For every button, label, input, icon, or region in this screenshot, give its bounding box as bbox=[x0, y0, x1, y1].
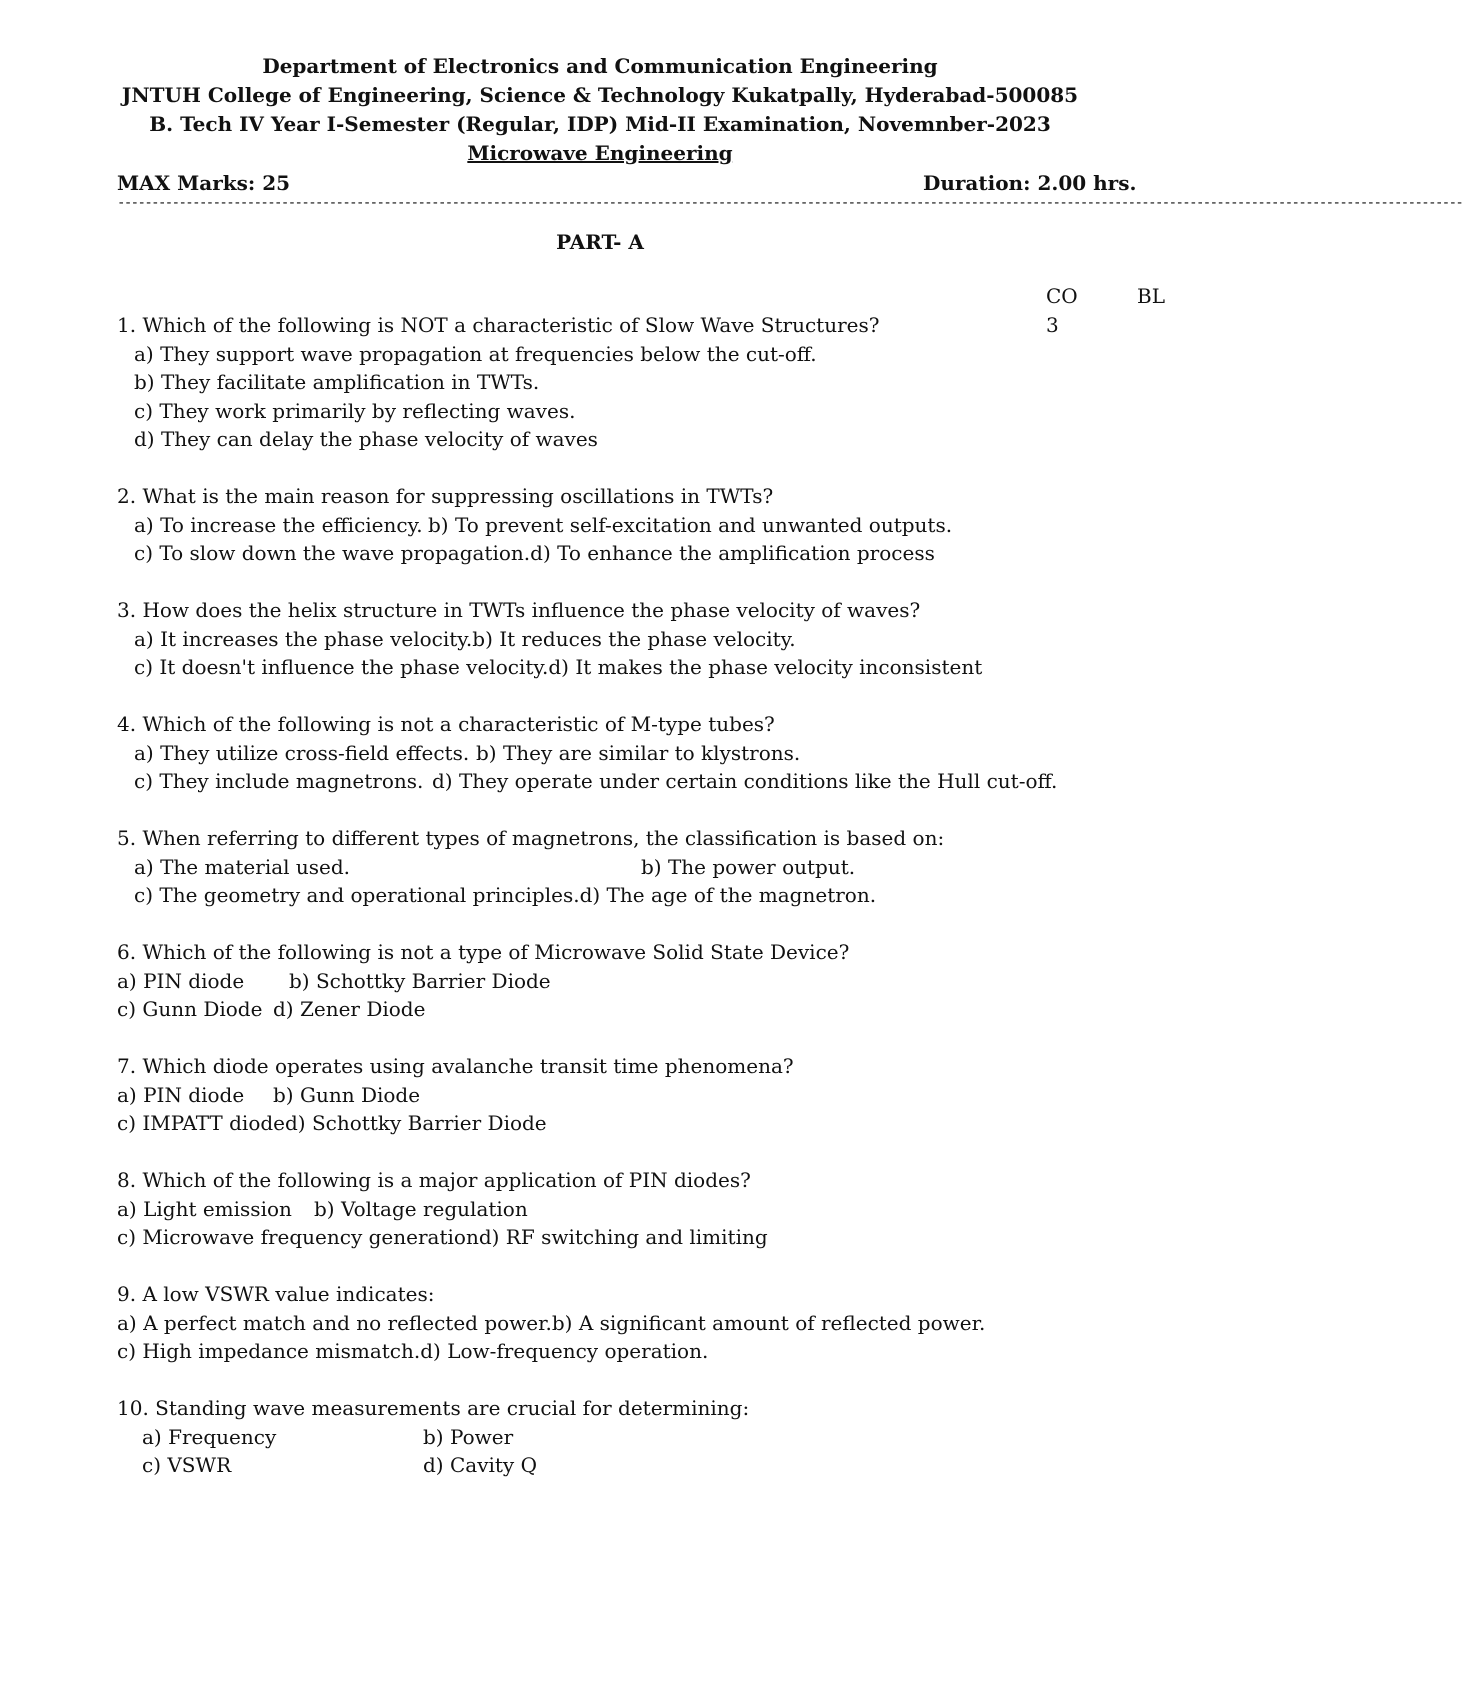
co-value: 3 bbox=[1046, 313, 1059, 337]
answer-option: a) PIN diode bbox=[117, 968, 245, 993]
answer-option: b) Schottky Barrier Diode bbox=[289, 968, 551, 993]
answer-option: d) Zener Diode bbox=[273, 997, 426, 1021]
answer-option: c) VSWR bbox=[142, 1453, 232, 1477]
answer-option: d) The age of the magnetron. bbox=[579, 883, 877, 907]
option-row bbox=[117, 1423, 1187, 1452]
answer-option: d) RF switching and limiting bbox=[478, 1225, 768, 1249]
question-5 bbox=[117, 824, 1187, 910]
answer-option: d) They operate under certain conditions like the Hull cut-off. bbox=[432, 769, 1058, 793]
question-3 bbox=[117, 596, 1187, 682]
answer-option: c) The geometry and operational principles. bbox=[134, 883, 580, 907]
question-text bbox=[117, 938, 1187, 967]
answer-option: b) Voltage regulation bbox=[314, 1196, 528, 1221]
answer-option: a) They support wave propagation at frequencies below the cut-off. bbox=[134, 341, 817, 366]
option-row bbox=[117, 1451, 1187, 1480]
part-heading: PART- A bbox=[556, 230, 644, 254]
answer-option: b) Power bbox=[423, 1424, 514, 1449]
option-row bbox=[117, 1223, 1187, 1252]
question-text bbox=[117, 1166, 1187, 1195]
question-text-label: 3. How does the helix structure in TWTs influence the phase velocity of waves? bbox=[117, 598, 921, 622]
question-text-label: 2. What is the main reason for suppressing oscillations in TWTs? bbox=[117, 484, 774, 508]
answer-option: c) It doesn't influence the phase velocity. bbox=[134, 655, 549, 679]
question-4 bbox=[117, 710, 1187, 796]
answer-option: d) To enhance the amplification process bbox=[530, 541, 935, 565]
question-list bbox=[117, 311, 1187, 1508]
answer-option: d) Schottky Barrier Diode bbox=[285, 1111, 547, 1135]
bl-column-header: BL bbox=[1137, 284, 1165, 308]
option-row bbox=[117, 1109, 1187, 1138]
option-row bbox=[117, 1337, 1187, 1366]
answer-option: c) Gunn Diode bbox=[117, 997, 263, 1021]
question-8 bbox=[117, 1166, 1187, 1252]
answer-option: b) Gunn Diode bbox=[273, 1082, 421, 1107]
option-row bbox=[117, 397, 1187, 426]
question-text-label: 1. Which of the following is NOT a characteristic of Slow Wave Structures? bbox=[117, 313, 880, 337]
department-name: Department of Electronics and Communication Engineering bbox=[262, 54, 938, 78]
answer-option: c) High impedance mismatch. bbox=[117, 1339, 421, 1363]
duration: Duration: 2.00 hrs. bbox=[923, 171, 1137, 195]
question-text bbox=[117, 710, 1187, 739]
question-text bbox=[117, 311, 1187, 340]
question-text-label: 9. A low VSWR value indicates: bbox=[117, 1282, 435, 1306]
dashed-separator: ----------------------------------------------------------------------------------------------------------------------------------------------------------------------------------------------------- bbox=[117, 195, 1462, 211]
option-row bbox=[117, 1195, 1187, 1224]
answer-option: c) They include magnetrons. bbox=[134, 769, 424, 793]
question-9 bbox=[117, 1280, 1187, 1366]
answer-option: a) To increase the efficiency. bbox=[134, 512, 423, 537]
option-row bbox=[117, 511, 1187, 540]
option-row bbox=[117, 853, 1187, 882]
answer-option: c) They work primarily by reflecting waves. bbox=[134, 398, 576, 423]
question-6 bbox=[117, 938, 1187, 1024]
answer-option: a) It increases the phase velocity. bbox=[134, 626, 473, 651]
option-row bbox=[117, 881, 1187, 910]
answer-option: a) A perfect match and no reflected power. bbox=[117, 1310, 552, 1335]
question-text bbox=[117, 1394, 1187, 1423]
question-1 bbox=[117, 311, 1187, 454]
question-text bbox=[117, 1280, 1187, 1309]
option-row bbox=[117, 340, 1187, 369]
option-row bbox=[117, 653, 1187, 682]
answer-option: b) A significant amount of reflected power. bbox=[551, 1310, 986, 1335]
answer-option: a) PIN diode bbox=[117, 1082, 245, 1107]
exam-header bbox=[0, 52, 1200, 168]
subject-title: Microwave Engineering bbox=[467, 141, 733, 165]
question-text-label: 4. Which of the following is not a characteristic of M-type tubes? bbox=[117, 712, 775, 736]
answer-option: b) They facilitate amplification in TWTs. bbox=[134, 370, 540, 394]
option-row bbox=[117, 625, 1187, 654]
college-name: JNTUH College of Engineering, Science & Technology Kukatpally, Hyderabad-500085 bbox=[121, 83, 1079, 107]
option-row bbox=[117, 739, 1187, 768]
answer-option: b) To prevent self-excitation and unwanted outputs. bbox=[428, 512, 953, 537]
question-text-label: 5. When referring to different types of magnetrons, the classification is based on: bbox=[117, 826, 945, 850]
answer-option: d) It makes the phase velocity inconsistent bbox=[548, 655, 983, 679]
question-10 bbox=[117, 1394, 1187, 1480]
question-text-label: 6. Which of the following is not a type of Microwave Solid State Device? bbox=[117, 940, 850, 964]
answer-option: a) Frequency bbox=[142, 1424, 277, 1449]
answer-option: d) They can delay the phase velocity of waves bbox=[134, 427, 598, 451]
answer-option: c) IMPATT diode bbox=[117, 1111, 285, 1135]
option-row bbox=[117, 539, 1187, 568]
option-row bbox=[117, 368, 1187, 397]
option-row bbox=[117, 425, 1187, 454]
answer-option: b) The power output. bbox=[641, 854, 856, 879]
answer-option: d) Low-frequency operation. bbox=[420, 1339, 709, 1363]
answer-option: c) Microwave frequency generation bbox=[117, 1225, 479, 1249]
option-row bbox=[117, 1081, 1187, 1110]
answer-option: b) They are similar to klystrons. bbox=[476, 740, 801, 765]
question-text bbox=[117, 482, 1187, 511]
answer-option: b) It reduces the phase velocity. bbox=[472, 626, 796, 651]
option-row bbox=[117, 967, 1187, 996]
answer-option: a) The material used. bbox=[134, 854, 351, 879]
answer-option: c) To slow down the wave propagation. bbox=[134, 541, 531, 565]
question-7 bbox=[117, 1052, 1187, 1138]
answer-option: d) Cavity Q bbox=[423, 1453, 537, 1477]
question-text bbox=[117, 596, 1187, 625]
exam-title: B. Tech IV Year I-Semester (Regular, IDP) Mid-II Examination, Novemnber-2023 bbox=[149, 112, 1051, 136]
option-row bbox=[117, 1309, 1187, 1338]
answer-option: a) They utilize cross-field effects. bbox=[134, 740, 470, 765]
question-text-label: 8. Which of the following is a major application of PIN diodes? bbox=[117, 1168, 751, 1192]
question-text-label: 10. Standing wave measurements are crucial for determining: bbox=[117, 1396, 750, 1420]
question-text bbox=[117, 1052, 1187, 1081]
question-2 bbox=[117, 482, 1187, 568]
question-text bbox=[117, 824, 1187, 853]
co-column-header: CO bbox=[1046, 284, 1078, 308]
answer-option: a) Light emission bbox=[117, 1196, 292, 1221]
option-row bbox=[117, 767, 1187, 796]
max-marks: MAX Marks: 25 bbox=[117, 171, 291, 195]
option-row bbox=[117, 995, 1187, 1024]
question-text-label: 7. Which diode operates using avalanche transit time phenomena? bbox=[117, 1054, 794, 1078]
